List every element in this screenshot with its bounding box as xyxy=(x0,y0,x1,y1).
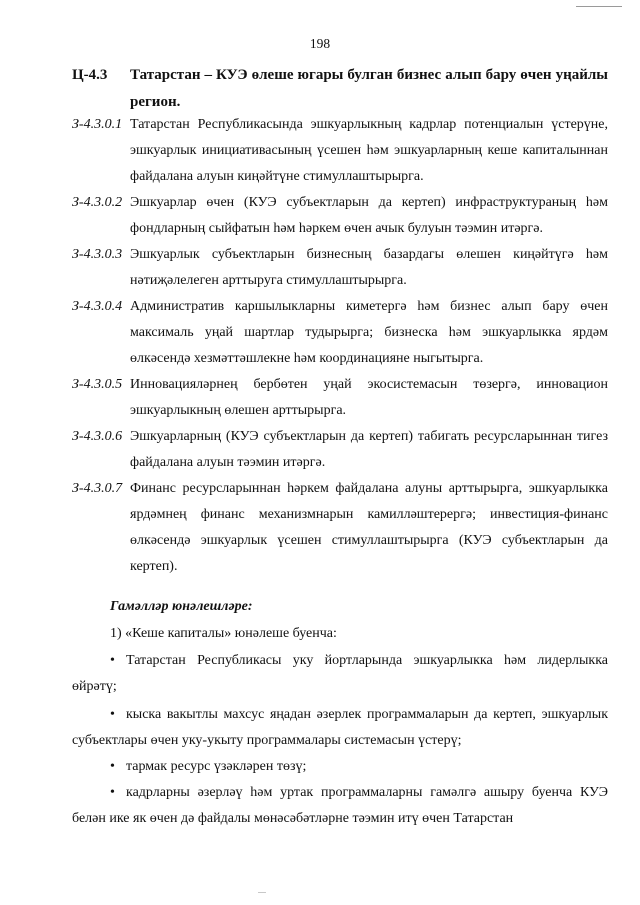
goal-item xyxy=(72,190,608,242)
goal-text: Татарстан Республикасында эшкуарлыкның кадрлар потенциалын үстерүне, эшкуарлык инициативасының үсешен һәм эшкуарларның кеше капиталыннан файдалана алуын киңәйтүне стимуллаштырырга. xyxy=(130,117,608,184)
bullet-item xyxy=(72,648,608,700)
goal-text: Финанс ресурсларыннан һәркем файдалана алуны арттырырга, эшкуарлыкка ярдәмнең финанс механизмнарын камилләштерергә; инвестиция-финанс өлкәсендә эшкуарлык үсешен стимуллаштырырга (КУЭ субъектларын да кертеп). xyxy=(130,481,608,574)
page-number: 198 xyxy=(309,36,331,51)
bullet-item xyxy=(72,754,608,780)
goal-number: З-4.3.0.7 xyxy=(72,481,123,496)
activities-heading: Гамәлләр юнәлешләре: xyxy=(110,599,253,614)
bullet-icon: • xyxy=(110,759,115,774)
bullet-icon: • xyxy=(110,653,115,668)
goal-number: З-4.3.0.1 xyxy=(72,117,123,132)
goal-number: З-4.3.0.5 xyxy=(72,377,123,392)
bullet-item xyxy=(72,780,608,832)
goal-number: З-4.3.0.2 xyxy=(72,195,123,210)
bullet-text: тармак ресурс үзәкләрен төзү; xyxy=(126,759,307,774)
bullet-item xyxy=(72,702,608,754)
section-code: Ц-4.3 xyxy=(72,67,108,83)
section-heading xyxy=(72,62,608,116)
goal-item xyxy=(72,424,608,476)
goal-text: Эшкуарларның (КУЭ субъектларын да кертеп) табигать ресурсларыннан тигез файдалана алуын тәэмин итәргә. xyxy=(130,429,608,470)
bullet-text: Татарстан Республикасы уку йортларында эшкуарлыкка һәм лидерлыкка өйрәтү; xyxy=(72,653,608,694)
goal-item xyxy=(72,476,608,580)
goal-text: Административ каршылыкларны киметергә һәм бизнес алып бару өчен максималь уңай шартлар тудырырга; бизнеска һәм эшкуарлыкка ярдәм өлкәсендә хезмәттәшлекне һәм координацияне ныгытырга. xyxy=(130,299,608,366)
goal-number: З-4.3.0.3 xyxy=(72,247,123,262)
bullet-icon: • xyxy=(110,785,115,800)
goal-text: Эшкуарлар өчен (КУЭ субъектларын да кертеп) инфраструктураның һәм фондларның сыйфатын һәм һәркем өчен ачык булуын тәэмин итәргә. xyxy=(130,195,608,236)
bullet-text: кыска вакытлы махсус яңадан әзерлек программаларын да кертеп, эшкуарлык субъектлары өчен уку-укыту программалары системасын үстерү; xyxy=(72,707,608,748)
goals-list xyxy=(72,112,608,580)
goal-item xyxy=(72,294,608,372)
goal-item xyxy=(72,372,608,424)
bullet-icon: • xyxy=(110,707,115,722)
activities-subheading: 1) «Кеше капиталы» юнәлеше буенча: xyxy=(110,626,337,641)
corner-mark xyxy=(576,6,622,7)
scan-artifact xyxy=(258,892,266,893)
section-title: Татарстан – КУЭ өлеше югары булган бизнес алып бару өчен уңайлы регион. xyxy=(130,67,608,110)
goal-item xyxy=(72,112,608,190)
goal-text: Эшкуарлык субъектларын бизнесның базардагы өлешен киңәйтүгә һәм нәтиҗәлелеген арттыруга стимуллаштырырга. xyxy=(130,247,608,288)
goal-number: З-4.3.0.4 xyxy=(72,299,123,314)
bullet-text: кадрларны әзерләү һәм уртак программаларны гамәлгә ашыру буенча КУЭ белән ике як өчен дә файдалы мөнәсәбәтләрне тәэмин итү өчен Татарстан xyxy=(72,785,608,826)
goal-number: З-4.3.0.6 xyxy=(72,429,123,444)
goal-text: Инновацияләрнең бербөтен уңай экосистемасын төзергә, инновацион эшкуарлыкның өлешен арттырырга. xyxy=(130,377,608,418)
goal-item xyxy=(72,242,608,294)
